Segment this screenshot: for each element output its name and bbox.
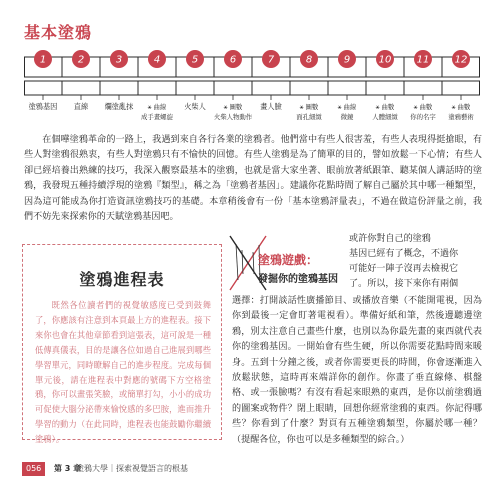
step-label-7: 畫人臉 (260, 102, 282, 111)
step-label-9: 微鏡 (340, 113, 354, 121)
right-line-2: 基因已經有了概念，不過你 (349, 249, 459, 259)
step-label-4: 成手畫螺旋 (141, 113, 173, 121)
step-label-1: 塗鴉基因 (28, 102, 58, 111)
progress-scale (24, 48, 480, 130)
step-label-9: ⚹ 曲線 (337, 103, 357, 111)
step-label-3: 爛塗亂抹 (104, 102, 134, 111)
step-label-8: 面孔細緻 (296, 113, 322, 121)
intro-paragraph: 在個嘩塗鴉革命的一路上，我遇到來自各行各業的塗鴉者。他們當中有些人很害羞，有些人表現得挺搶眼，有些人對塗鴉很熟衷，有些人對塗鴉只有不愉快的回憶。有些人塗鴉是為了簡單的目的，譬如放鬆一下心情；有些人卻已經培養出熟練的技巧，我深入觀察最基本的塗鴉，也就是當大家坐著、眼前放著紙跟筆、聽某個人講話時的塗鴉，我發現五種持續浮現的塗鴉『類型』，稱之為「塗鴉者基因」。建議你花點時間了解自己屬於其中哪一種類型，因為這可能成為你打造資訊塗鴉技巧的基礎。本章稍後會有一份「基本塗鴉評量表」，不過在做這份評量之前，我們不妨先來探索你的天賦塗鴉基因吧。 (24, 135, 482, 223)
step-number-7: 7 (267, 54, 275, 66)
progress-chart-box (22, 244, 222, 445)
step-label-8: ⚹ 圖數 (299, 103, 319, 111)
step-number-2: 2 (77, 54, 85, 66)
page-number: 056 (22, 462, 45, 476)
right-line-3: 可能好一陣子沒再去檢視它 (349, 264, 459, 274)
step-label-12: 塗鴉藝術 (448, 113, 474, 121)
chapter-label: 第 3 章 (54, 464, 82, 473)
step-number-12: 12 (454, 54, 468, 66)
game-subtitle: 發掘你的塗鴉基因 (258, 274, 338, 285)
step-label-10: 人體細緻 (372, 113, 398, 121)
step-number-10: 10 (378, 54, 392, 66)
right-line-1: 或許你對自己的塗鴉 (349, 234, 431, 244)
box-title: 塗鴉進程表 (79, 270, 165, 289)
box-body: 既然各位讀者們的視覺敏感度已受到鼓舞了，你應該有注意到本頁最上方的進程表。接下來你也會在其他章節看到這張表，這可說是一種低傳真儀表，目的是讓各位如過自己進展到哪些學習單元，同時瞭解自己的進步程度。完成每個單元後，請在進程表中對應的號碼下方空格塗鴉，你可以畫張笑臉，或簡單打勾，小小的成功可促使大腦分泌帶來愉悅感的多巴胺，進而推升學習的動力（在此同時，進程表也能鼓勵你繼續塗鴉）。 (35, 300, 211, 445)
step-number-11: 11 (416, 54, 430, 66)
book-title: 塗鴉大學｜探索視覺語言的根基 (76, 464, 188, 473)
step-label-6: ⚹ 圖數 (223, 103, 243, 111)
step-number-4: 4 (153, 54, 161, 66)
right-line-4: 了。所以，接下來你有兩個 (349, 279, 459, 289)
step-number-1: 1 (39, 54, 47, 66)
game-tag: 塗鴉遊戲： (258, 253, 319, 267)
step-label-11: 你的名字 (410, 113, 436, 121)
step-label-10: ⚹ 曲數 (375, 103, 395, 111)
section-title: 基本塗鴉 (24, 23, 93, 42)
step-label-5: 火柴人 (184, 102, 206, 111)
step-label-2: 直線 (73, 102, 89, 111)
step-label-4: ⚹ 曲線 (147, 103, 167, 111)
page-footer (0, 462, 503, 476)
step-label-6: 火柴人物動作 (213, 113, 253, 121)
step-number-3: 3 (115, 54, 123, 66)
step-label-12: ⚹ 曲數 (451, 103, 471, 111)
step-number-5: 5 (191, 54, 199, 66)
step-number-9: 9 (343, 54, 351, 66)
step-number-8: 8 (305, 54, 313, 66)
right-main-paragraph: 選擇：打開談話性廣播節目、或播放音樂（不能開電視，因為你到最後一定會盯著電視看）。準備好紙和筆，然後邊聽邊塗鴉，別太注意自己畫些什麼，也別以為你最先畫的東西就代表你的塗鴉基因。一開始會有些生硬，所以你需要花點時間來暖身。五到十分鐘之後，或者你需要更長的時間，你會逐漸進入放鬆狀態，這時再來端詳你的創作。你畫了垂直線條、棋盤格、或一張臉嗎？有沒有看起來眼熟的東西，是你以前塗鴉過的圖案或物件？閉上眼睛，回想你經常塗鴉的東西。你記得哪些？你看到了什麼？對頁有五種塗鴉類型，你屬於哪一種？（提醒各位，你也可以是多種類型的綜合。） (232, 296, 482, 445)
step-label-11: ⚹ 曲數 (413, 103, 433, 111)
step-number-6: 6 (229, 54, 237, 66)
